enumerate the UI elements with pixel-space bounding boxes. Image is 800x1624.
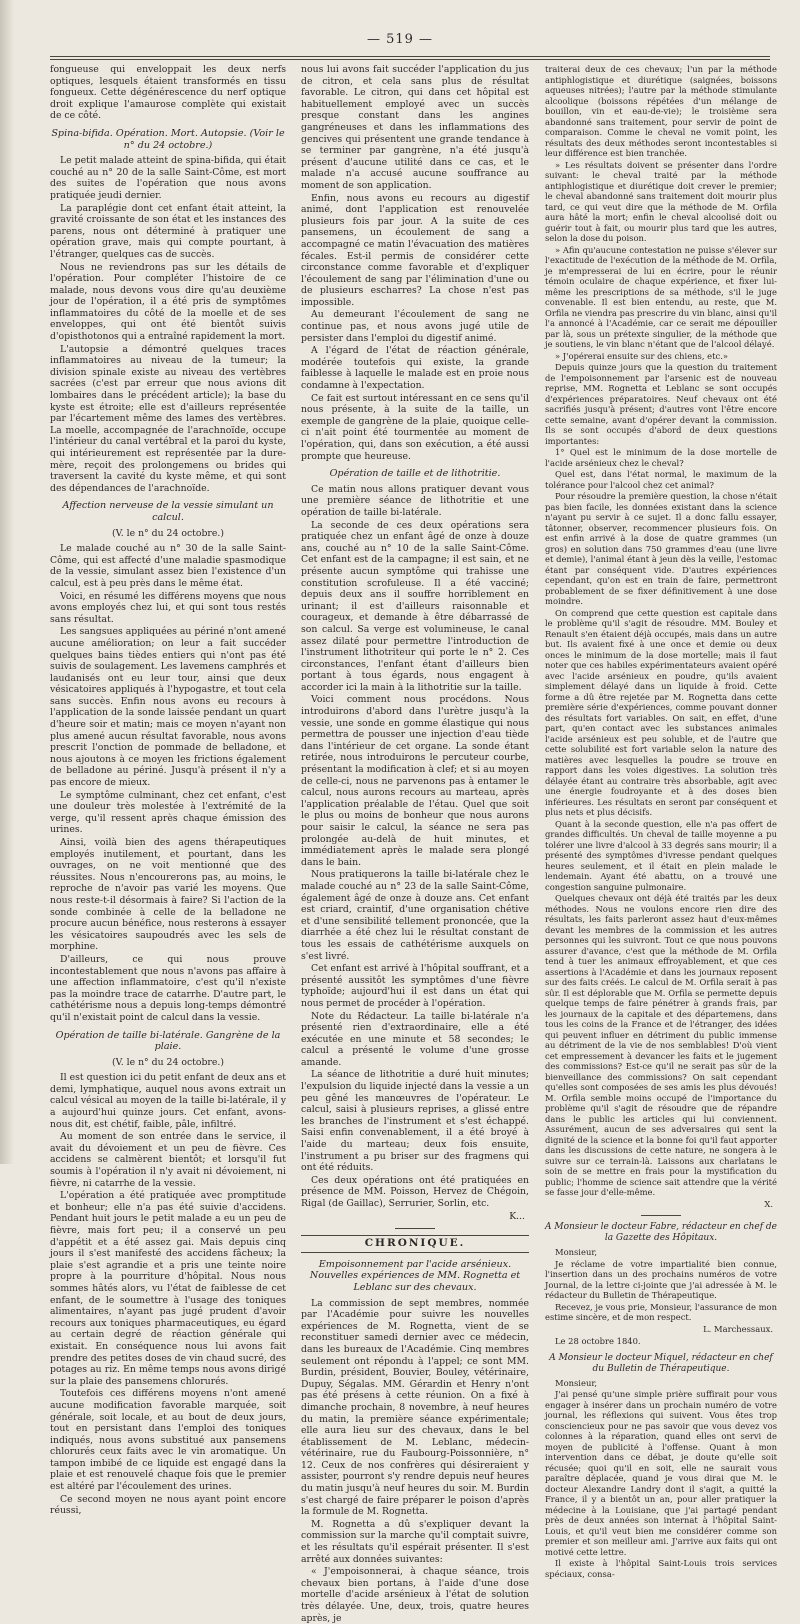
paragraph: Nous pratiquerons la taille bi-latérale chez le malade couché au n° 23 de la salle Saint-Côme, également âgé de onze à douze ans. Cet enfant est criard, craintif, d'une organisation chétive et d'une sensibilité tellement prononcée, que la diarrhée a été chez lui le résultat constant de tous les essais de cathétérisme auxquels on s'est livré.	[301, 869, 529, 962]
paragraph: La seconde de ces deux opérations sera pratiquée chez un enfant âgé de onze à douze ans, couché au n° 10 de la salle Saint-Côme. Cet enfant est de la campagne; il est sain, et ne présente aucun symptôme qui trahisse une constitution scrofuleuse. Il a été vacciné; depuis deux ans il souffre horriblement en urinant; il est d'ailleurs raisonnable et courageux, et demande à être débarrassé de son calcul. Sa verge est volumineuse, le canal assez dilaté pour permettre l'introduction de l'instrument lithotriteur qui porte le n° 2. Ces circonstances, l'enfant étant d'ailleurs bien portant à tous égards, nous engagent à accorder ici la main à la lithotritie sur la taille.	[301, 519, 529, 693]
paragraph: fongueuse qui enveloppait les deux nerfs optiques, lesquels étaient transformés en tissu fongueux. Cette dégénérescence du nerf optique droit explique l'amaurose complète qui existait de ce côté.	[50, 64, 286, 122]
paragraph: Quel est, dans l'état normal, le maximum de la tolérance pour l'alcool chez cet animal?	[545, 469, 777, 490]
paragraph: Quant à la seconde question, elle n'a pas offert de grandes difficultés. Un cheval de taille moyenne a pu tolérer une livre d'alcool à 33 degrés sans mourir; il a présenté des symptômes d'ivresse pendant quelques heures seulement, et il était en plein malade le lendemain. Ayant été abattu, on a trouvé une congestion sanguine pulmonaire.	[545, 818, 777, 892]
chronique-heading: CHRONIQUE.	[301, 1235, 529, 1253]
paragraph: Au demeurant l'écoulement de sang ne continue pas, et nous avons jugé utile de persister dans l'emploi du digestif animé.	[301, 309, 529, 344]
paragraph: La commission de sept membres, nommée par l'Académie pour suivre les nouvelles expériences de M. Rognetta, vient de se reconstituer samedi dernier avec ce médecin, dans les bureaux de l'Académie. Cinq membres seulement ont répondu à l'appel; ce sont MM. Burdin, président, Bouvier, Bouley, vétérinaire, Dupuy, Ségalas. MM. Gérardin et Henry n'ont pas été présens à cette réunion. On a fixé à dimanche prochain, 8 novembre, à neuf heures du matin, la première séance expérimentale; elle aura lieu sur des chevaux, dans le bel établissement de M. Leblanc, médecin-vétérinaire, rue du Faubourg-Poissonnière, n° 12. Ceux de nos confrères qui désireraient y assister, pourront s'y rendre depuis neuf heures du matin jusqu'à neuf heures du soir. M. Burdin s'est chargé de faire préparer le poison d'après la formule de M. Rognetta.	[301, 1297, 529, 1518]
column-3	[545, 64, 777, 1579]
paragraph: « J'empoisonnerai, à chaque séance, trois chevaux bien portans, à l'aide d'une dose mortelle d'acide arsénieux à l'état de solution très délayée. Une, deux, trois, quatre heures après, je	[301, 1566, 529, 1624]
separator	[395, 1228, 435, 1229]
paragraph: Voici comment nous procédons. Nous introduirons d'abord dans l'urètre jusqu'à la vessie, une sonde en gomme élastique qui nous permettra de pousser une injection d'eau tiède dans l'intérieur de cet organe. La sonde étant retirée, nous introduirons le percuteur courbe, présentant la modification à clef; et si au moyen de celle-ci, nous ne parvenons pas à entamer le calcul, nous aurons recours au marteau, après l'application préalable de l'étau. Quel que soit le plus ou moins de bonheur que nous aurons pour saisir le calcul, la séance ne sera pas prolongée au-delà de huit minutes, et immédiatement après le malade sera plongé dans le bain.	[301, 694, 529, 868]
section-heading-empoisonnement: Empoisonnement par l'acide arsénieux. Nouvelles expériences de MM. Rognetta et Leblanc sur des chevaux.	[309, 1258, 521, 1293]
letter-heading-miquel: A Monsieur le docteur Miquel, rédacteur en chef du Bulletin de Thérapeutique.	[549, 1352, 773, 1374]
paragraph: Je réclame de votre impartialité bien connue, l'insertion dans un des prochains numéros de votre Journal, de la lettre ci-jointe que j'ai adressée à M. le rédacteur du Bulletin de Thérapeutique.	[545, 1258, 777, 1300]
page-number: — 519 —	[366, 32, 434, 47]
paragraph: » J'opérerai ensuite sur des chiens, etc.»	[555, 350, 728, 361]
paragraph: Nous ne reviendrons pas sur les détails de l'opération. Pour compléter l'histoire de ce malade, nous devons vous dire qu'au deuxième jour de l'opération, il a été pris de symptômes inflammatoires du côté de la moelle et de ses enveloppes, qui ont été bientôt suivis d'opisthotonos qui a entraîné rapidement la mort.	[50, 261, 286, 343]
paragraph: » Afin qu'aucune contestation ne puisse s'élever sur l'exactitude de l'exécution de la méthode de M. Orfila, je m'empresserai de lui en écrire, pour le réunir témoin oculaire de chaque expérience, et fixer lui-même les prescriptions de sa méthode, s'il le juge convenable. Il est bien entendu, au reste, que M. Orfila ne viendra pas prescrire du vin blanc, ainsi qu'il l'a annoncé à l'Académie, car ce serait me dépouiller par là, sous un prétexte singulier, de la méthode que je soutiens, le vin blanc n'étant que de l'alcool délayé.	[545, 244, 777, 349]
paragraph: Ce second moyen ne nous ayant point encore réussi,	[50, 1493, 286, 1517]
header-rule	[50, 56, 770, 57]
paragraph: Recevez, je vous prie, Monsieur, l'assurance de mon estime sincère, et de mon respect.	[545, 1301, 777, 1322]
signature: X.	[764, 1198, 773, 1209]
section-reference: (V. le n° du 24 octobre.)	[112, 527, 224, 539]
page-edge-shadow	[0, 0, 14, 1164]
paragraph: Voici, en résumé les différens moyens que nous avons employés chez lui, et qui sont tous restés sans résultat.	[50, 590, 286, 625]
section-heading-taille: Opération de taille bi-latérale. Gangrène de la plaie.	[55, 1029, 281, 1053]
paragraph: Il est question ici du petit enfant de deux ans et demi, lymphatique, auquel nous avons extrait un calcul vésical au moyen de la taille bi-latérale, il y a aujourd'hui quinze jours. Cet enfant, avons-nous dit, est chétif, faible, pâle, infiltré.	[50, 1072, 286, 1130]
editor-note: Note du Rédacteur. La taille bi-latérale n'a présenté rien d'extraordinaire, elle a été exécutée en une minute et 58 secondes; le calcul a présenté le volume d'une grosse amande.	[301, 1010, 529, 1068]
paragraph: traiterai deux de ces chevaux; l'un par la méthode antiphlogistique et diurétique (saignées, boissons aqueuses nitrées); l'autre par la méthode stimulante alcoolique (boissons répétées d'un mélange de bouillon, vin et eau-de-vie); le troisième sera abandonné sans traitement, pour servir de point de comparaison. Comme le cheval ne vomit point, les résultats des deux méthodes seront incontestables si leur différence est bien tranchée.	[545, 64, 777, 158]
paragraph: La paraplégie dont cet enfant était atteint, la gravité croissante de son état et les instances des parens, nous ont déterminé à pratiquer une opération grave, mais qui compte pourtant, à l'étranger, quelques cas de succès.	[50, 202, 286, 260]
paragraph: Le petit malade atteint de spina-bifida, qui était couché au n° 20 de la salle Saint-Côme, est mort des suites de l'opération que nous avons pratiquée jeudi dernier.	[50, 155, 286, 201]
paragraph: L'opération a été pratiquée avec promptitude et bonheur; elle n'a pas été suivie d'accidens. Pendant huit jours le petit malade a eu un peu de fièvre, mais fort peu; il a conservé un peu d'appétit et a été assez gai. Mais depuis cinq jours il s'est manifesté des accidens fâcheux; la plaie s'est agrandie et a pris une teinte noire propre à la pourriture d'hôpital. Nous nous sommes hâtés alors, vu l'état de faiblesse de cet enfant, de le soumettre à l'usage des toniques alimentaires, n'ayant pas jugé prudent d'avoir recours aux toniques pharmaceutiques, eu égard au certain degré de réaction générale qui existait. En conséquence nous lui avons fait prendre des petites doses de vin chaud sucré, des potages au riz. En même temps nous avons dirigé sur la plaie des pansemens chlorurés.	[50, 1190, 286, 1387]
signature: L. Marchessaux.	[703, 1323, 773, 1334]
header-rule-secondary	[50, 59, 770, 60]
paragraph: Cet enfant est arrivé à l'hôpital souffrant, et a présenté aussitôt les symptômes d'une fièvre typhoïde; aujourd'hui il est dans un état qui nous permet de procéder à l'opération.	[301, 963, 529, 1009]
paragraph: Les sangsues appliquées au périné n'ont amené aucune amélioration; on leur a fait succéder quelques bains tièdes entiers qui n'ont pas été suivis de soulagement. Les lavemens camphrés et laudanisés ont eu leur tour, ainsi que deux vésicatoires appliqués à l'hypogastre, et tout cela sans succès. Enfin nous avons eu recours à l'application de la sonde laissée pendant un quart d'heure soir et matin; mais ce moyen n'ayant non plus amené aucun résultat favorable, nous avons prescrit l'onction de pommade de belladone, et nous ajoutons à ce moyen les frictions également de belladone au périné. Jusqu'à présent il n'y a pas encore de mieux.	[50, 626, 286, 789]
section-heading-lithotritie: Opération de taille et de lithotritie.	[329, 468, 501, 480]
paragraph: La séance de lithotritie a duré huit minutes; l'expulsion du liquide injecté dans la vessie a un peu gêné les manœuvres de l'opérateur. Le calcul, saisi à plusieurs reprises, a glissé entre les branches de l'instrument et s'est échappé. Saisi enfin convenablement, il a été broyé à l'aide du marteau; deux fois ensuite, l'instrument a pu briser sur des fragmens qui ont été réduits.	[301, 1069, 529, 1174]
paragraph: Ce fait est surtout intéressant en ce sens qu'il nous présente, à la suite de la taille, un exemple de gangrène de la plaie, quoique celle-ci n'ait point été tourmentée au moment de l'opération, qui, dans son exécution, a été aussi prompte que heureuse.	[301, 392, 529, 462]
paragraph: 1° Quel est le minimum de la dose mortelle de l'acide arsénieux chez le cheval?	[545, 447, 777, 468]
paragraph: Enfin, nous avons eu recours au digestif animé, dont l'application est renouvelée plusieurs fois par jour. A la suite de ces pansemens, un écoulement de sang a accompagné ce matin l'évacuation des matières fécales. Est-il permis de considérer cette circonstance comme favorable et d'expliquer l'écoulement de sang par l'élimination d'une ou de plusieurs escharres? La chose n'est pas impossible.	[301, 192, 529, 308]
column-2	[301, 64, 529, 1624]
paragraph: Le malade couché au n° 30 de la salle Saint-Côme, qui est affecté d'une maladie spasmodique de la vessie, simulant assez bien l'existence d'un calcul, est à peu près dans le même état.	[50, 543, 286, 589]
paragraph: On comprend que cette question est capitale dans le problème qu'il s'agit de résoudre. MM. Bouley et Renault s'en étaient déjà occupés, mais dans un autre but. Ils avaient fixé à une once et demie ou deux onces le minimum de la dose mortelle; mais il faut noter que ces habiles expérimentateurs avaient opéré avec l'acide arsénieux en poudre, qu'ils avaient simplement délayé dans un liquide à froid. Cette forme a dû être rejetée par M. Rognetta dans cette première série d'expériences, comme pouvant donner des résultats fort variables. On sait, en effet, d'une part, qu'en contact avec les substances animales l'acide arsénieux est peu soluble, et de l'autre que cette solubilité est fort variable selon la nature des matières avec lesquelles la poudre se trouve en rapport dans les voies digestives. La solution très délayée étant au contraire très absorbable, agit avec une énergie foudroyante et à des doses bien inférieures. Les résultats en seront par conséquent et plus nets et plus décisifs.	[545, 607, 777, 817]
column-1	[50, 64, 286, 1517]
paragraph: Monsieur,	[555, 1377, 598, 1388]
paragraph: Pour résoudre la première question, la chose n'était pas bien facile, les données existant dans la science n'ayant pu servir à ce sujet. Il a donc fallu essayer, tâtonner, observer, recommencer plusieurs fois. On est enfin arrivé à la dose de quatre grammes (un gros) en solution dans 750 grammes d'eau (une livre et demie), l'animal étant à jeun dès la veille, l'estomac étant par conséquent vide. D'autres expériences cependant, qu'on est en train de faire, permettront probablement de se fixer définitivement à une dose moindre.	[545, 491, 777, 606]
paragraph: D'ailleurs, ce qui nous prouve incontestablement que nous n'avons pas affaire à une affection inflammatoire, c'est qu'il n'existe pas la moindre trace de catarrhe. D'autre part, le cathétérisme nous a depuis long-temps démontré qu'il n'existait point de calcul dans la vessie.	[50, 953, 286, 1023]
paragraph: A l'égard de l'état de réaction générale, modérée toutefois qui existe, la grande faiblesse à laquelle le malade est en proie nous condamne à l'expectation.	[301, 345, 529, 392]
letter-date: Le 28 octobre 1840.	[555, 1336, 641, 1346]
section-heading-spina-bifida: Spina-bifida. Opération. Mort. Autopsie. (Voir le n° du 24 octobre.)	[51, 127, 285, 151]
paragraph: » Les résultats doivent se présenter dans l'ordre suivant: le cheval traité par la méthode antiphlogistique et diurétique doit crever le premier; le cheval abandonné sans traitement doit mourir plus tard, ce qui veut dire que la méthode de M. Orfila aura hâté la mort; enfin le cheval alcoolisé doit ou guérir tout à fait, ou mourir plus tard que les autres, selon la dose du poison.	[545, 159, 777, 243]
paragraph: Ce matin nous allons pratiquer devant vous une première séance de lithotritie et une opération de taille bi-latérale.	[301, 483, 529, 518]
paragraph: Le symptôme culminant, chez cet enfant, c'est une douleur très molestée à l'extrémité de la verge, qu'il ressent après chaque émission des urines.	[50, 789, 286, 836]
section-reference: (V. le n° du 24 octobre.)	[112, 1056, 224, 1068]
paragraph: Au moment de son entrée dans le service, il avait du dévoiement et un peu de fièvre. Ces accidens se calmèrent bientôt; et lorsqu'il fut soumis à l'opération il n'y avait ni dévoiement, ni fièvre, ni catarrhe de la vessie.	[50, 1131, 286, 1189]
letter-heading-fabre: A Monsieur le docteur Fabre, rédacteur en chef de la Gazette des Hôpitaux.	[545, 1222, 777, 1243]
paragraph: Il existe à l'hôpital Saint-Louis trois services spéciaux, consa-	[545, 1558, 777, 1579]
paragraph: Ces deux opérations ont été pratiquées en présence de MM. Poisson, Hervez de Chégoin, Rigal (de Gaillac), Serrurier, Sorlin, etc.	[301, 1174, 529, 1209]
paragraph: Quelques chevaux ont déjà été traités par les deux méthodes. Nous ne voulons encore rien dire des résultats, les faits parleront assez haut d'eux-mêmes devant les membres de la commission et les autres personnes qui les suivront. Tout ce que nous pouvons assurer d'avance, c'est que la méthode de M. Orfila tend à tuer les animaux effroyablement, et que ces assertions à l'Académie et dans les journaux reposent sur des faits créés. Le calcul de M. Orfila serait à pas sûr. Il est déplorable que M. Orfila se permette depuis quelque temps de faire pénétrer à grands frais, par les journaux de la capitale et des départemens, dans tous les coins de la France et de l'étranger, des idées qui peuvent influer en détriment du public immense au détriment de la vie de nos semblables! D'où vient cet empressement à devancer les faits et le jugement des commissions? Est-ce qu'il ne serait pas sûr de la bienveillance des commissions? On sait cependant qu'elles sont composées de ses amis les plus dévoués! M. Orfila semble moins occupé de l'importance du problème qu'il s'agit de résoudre que de répandre dans le public les articles qui lui conviennent. Assurément, aucun de ses adversaires qui sent la dignité de la science et la bonne foi qu'il faut apporter dans les discussions de cette nature, ne songera à le suivre sur ce terrain-là. Laissons aux charlatans le soin de se mettre en frais pour la mystification du public; l'homme de science sait attendre que la vérité se fasse jour d'elle-même.	[545, 893, 777, 1197]
paragraph: nous lui avons fait succéder l'application du jus de citron, et cela sans plus de résultat favorable. Le citron, qui dans cet hôpital est habituellement employé avec un succès presque constant dans les angines gangréneuses et dans les inflammations des gencives qui présentent une grande tendance à se terminer par gangrène, n'a été jusqu'à présent d'aucune utilité dans ce cas, et le malade n'a accusé aucune souffrance au moment de son application.	[301, 64, 529, 191]
paragraph: Monsieur,	[555, 1247, 598, 1257]
separator	[641, 1215, 681, 1216]
paragraph: Ainsi, voilà bien des agens thérapeutiques employés inutilement, et pourtant, dans les ouvrages, on ne voit mentionné que des réussites. Nous n'encourerons pas, au moins, le reproche de n'avoir pas varié les moyens. Que nous reste-t-il désormais à faire? Si l'action de la sonde combinée à celle de la belladone ne procure aucun bénéfice, nous resterons à essayer les vésicatoires saupoudrés avec les sels de morphine.	[50, 837, 286, 953]
paragraph: J'ai pensé qu'une simple prière suffirait pour vous engager à insérer dans un prochain numéro de votre journal, les réflexions qui suivent. Vous êtes trop consciencieux pour ne pas savoir que vous devez vos colonnes à la réparation, quand elles ont servi de moyen de publicité à l'offense. Quant à mon intervention dans ce débat, je doute qu'elle soit récusée; quoi qu'il en soit, elle ne saurait vous paraître déplacée, quand je vous dirai que M. le docteur Alexandre Landry dont il s'agit, a quitté la France, il y a bientôt un an, pour aller pratiquer la médecine à la Louisiane, que j'ai partagé pendant près de deux années son internat à l'hôpital Saint-Louis, et qu'il veut bien me considérer comme son premier et son meilleur ami. J'arrive aux faits qui ont motivé cette lettre.	[545, 1389, 777, 1557]
section-heading-bladder: Affection nerveuse de la vessie simulant un calcul.	[62, 500, 274, 523]
paragraph: Toutefois ces différens moyens n'ont amené aucune modification favorable marquée, soit générale, soit locale, et au bout de deux jours, tout en persistant dans l'emploi des toniques indiqués, nous avons substitué aux pansemens chlorurés ceux faits avec le vin aromatique. Un tampon imbibé de ce liquide est engagé dans la plaie et est renouvelé chaque fois que le premier est altéré par l'écoulement des urines.	[50, 1388, 286, 1493]
paragraph: L'autopsie a démontré quelques traces inflammatoires au niveau de la tumeur; la division spinale existe au niveau des vertèbres sacrées (c'est par erreur que nous avions dit lombaires dans le précédent article); la base du kyste est étroite; elle est d'ailleurs représentée par l'écartement même des lames des vertèbres. La moelle, accompagnée de l'arachnoïde, occupe l'intérieur du canal vertébral et la paroi du kyste, qui intérieurement est représentée par la dure-mère, reçoit des prolongemens ou brides qui traversent la cavité du kyste même, et qui sont des dépendances de l'arachnoïde.	[50, 343, 286, 494]
paragraph: M. Rognetta a dû s'expliquer devant la commission sur la marche qu'il comptait suivre, et les résultats qu'il espérait présenter. Il s'est arrêté aux données suivantes:	[301, 1518, 529, 1565]
paragraph: Depuis quinze jours que la question du traitement de l'empoisonnement par l'arsenic est de nouveau reprise, MM. Rognetta et Leblanc se sont occupés d'expériences préparatoires. Neuf chevaux ont été sacrifiés jusqu'à présent; d'autres vont l'être encore cette semaine, avant d'opérer devant la commission. Ils se sont occupés d'abord de deux questions importantes:	[545, 362, 777, 446]
signature: K...	[509, 1210, 525, 1222]
